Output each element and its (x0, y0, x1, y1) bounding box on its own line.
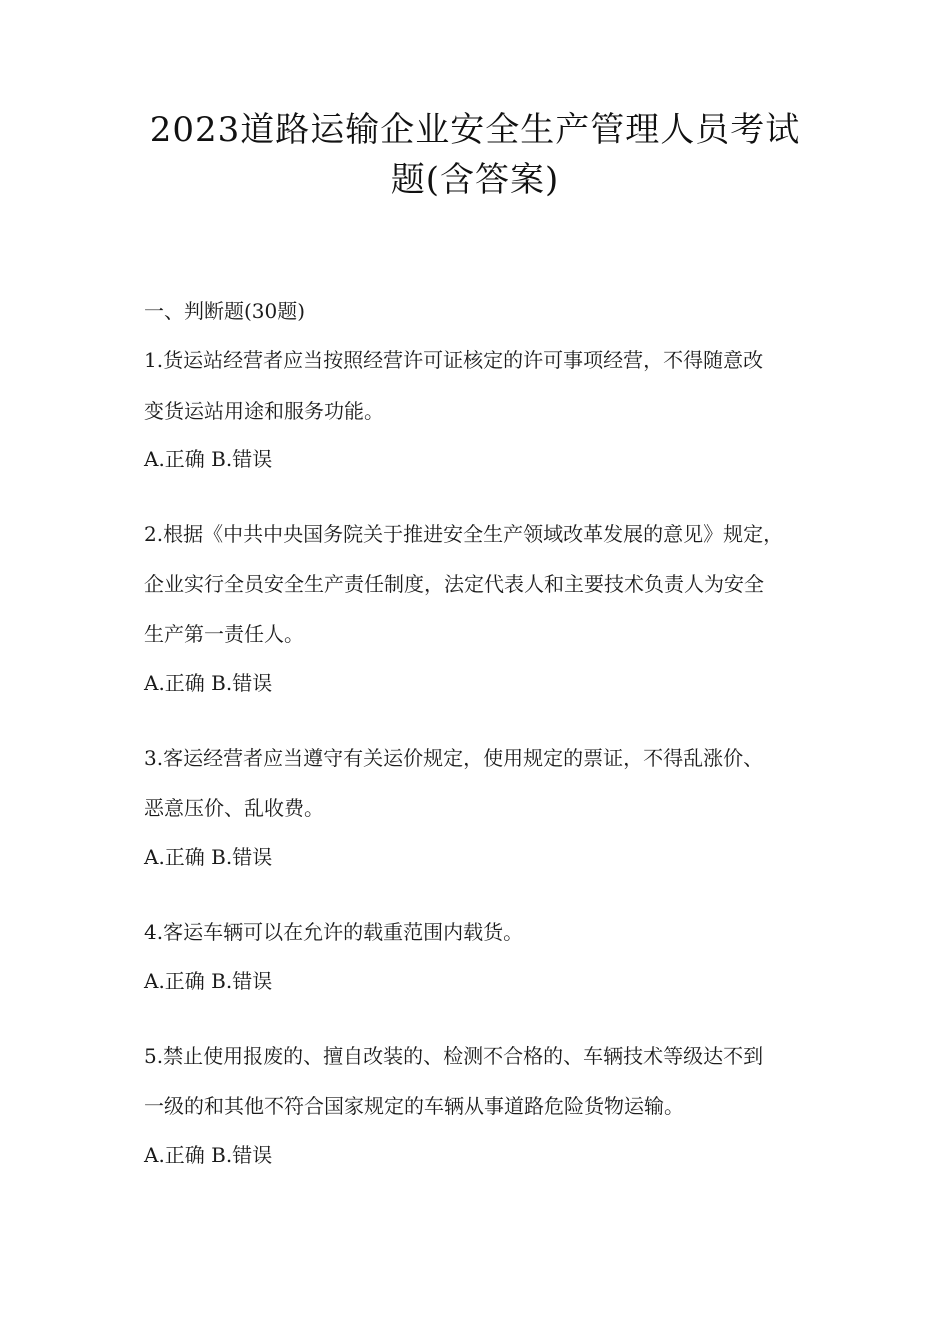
question-2-options: A.正确 B.错误 (144, 671, 273, 695)
question-5-options: A.正确 B.错误 (144, 1143, 273, 1167)
question-5-line-1: 5.禁止使用报废的、擅自改装的、检测不合格的、车辆技术等级达不到 (144, 1044, 764, 1068)
question-2-line-3: 生产第一责任人。 (144, 622, 304, 646)
question-3-line-2: 恶意压价、乱收费。 (144, 796, 324, 820)
document-title-line-2: 题(含答案) (390, 160, 560, 200)
question-3-options: A.正确 B.错误 (144, 845, 273, 869)
question-2-line-2: 企业实行全员安全生产责任制度，法定代表人和主要技术负责人为安全 (144, 572, 764, 596)
question-1-line-2: 变货运站用途和服务功能。 (144, 399, 384, 423)
question-4-line-1: 4.客运车辆可以在允许的载重范围内载货。 (144, 920, 524, 944)
question-1-line-1: 1.货运站经营者应当按照经营许可证核定的许可事项经营，不得随意改 (144, 348, 764, 372)
question-4-options: A.正确 B.错误 (144, 969, 273, 993)
document-title-line-1: 2023道路运输企业安全生产管理人员考试 (149, 110, 801, 150)
question-2-line-1: 2.根据《中共中央国务院关于推进安全生产领域改革发展的意见》规定， (144, 522, 784, 546)
question-5-line-2: 一级的和其他不符合国家规定的车辆从事道路危险货物运输。 (144, 1094, 684, 1118)
question-3-line-1: 3.客运经营者应当遵守有关运价规定，使用规定的票证，不得乱涨价、 (144, 746, 764, 770)
question-1-options: A.正确 B.错误 (144, 447, 273, 471)
section-heading: 一、判断题(30题) (144, 299, 306, 323)
